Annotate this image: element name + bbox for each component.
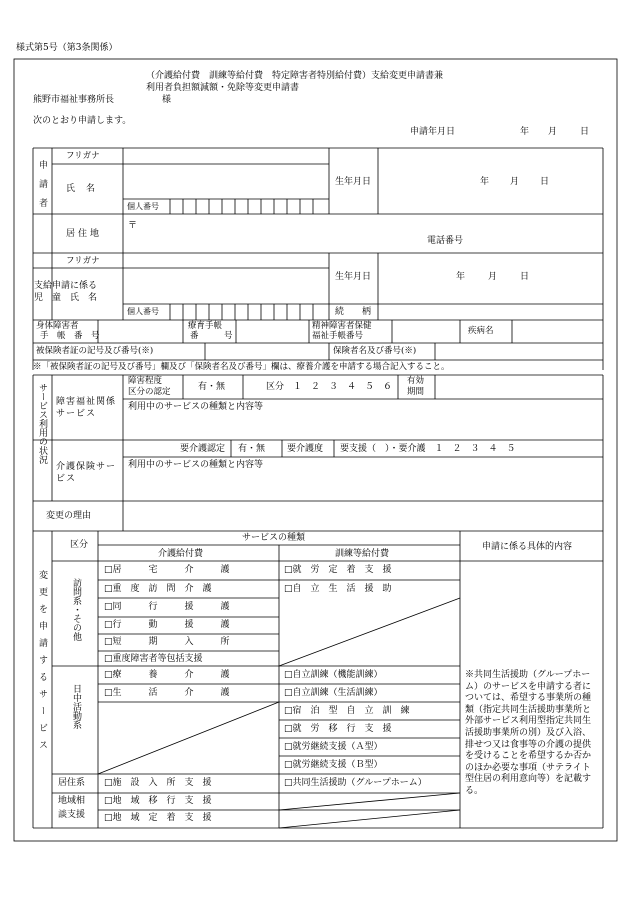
mental-handbook-label-1: 精神障害者保健 xyxy=(312,321,372,331)
nursing-item-medical-care[interactable]: □療 養 介 護 xyxy=(104,670,230,680)
community-category-label-1: 地域相 xyxy=(58,796,86,806)
child-name-label-2: 児 童 氏 名 xyxy=(34,293,98,303)
training-item-independent-living[interactable]: □自 立 生 活 援 助 xyxy=(284,584,392,594)
care-yes-no: 有・無 xyxy=(238,444,266,454)
insured-number-label: 被保険者証の記号及び番号(※) xyxy=(36,346,154,356)
insured-note: ※「被保険者証の記号及び番号」欄及び「保険者名及び番号」欄は、療養介護を申請する場合記入すること。 xyxy=(33,362,450,372)
valid-period-label-2: 期間 xyxy=(407,387,425,397)
support-category: 区分 １ ２ ３ ４ ５ ６ xyxy=(266,382,393,392)
child-relation-label: 続 柄 xyxy=(335,307,372,317)
care-degree-label: 要介護度 xyxy=(287,444,324,454)
community-category-label-2: 談支援 xyxy=(58,810,86,820)
form-number: 様式第5号（第3条関係） xyxy=(16,43,118,53)
category-header: 区分 xyxy=(70,540,89,550)
physical-handbook-label-2: 手 帳 番 号 xyxy=(40,331,100,341)
valid-period-label-1: 有効 xyxy=(407,376,425,386)
form-title-line2: 利用者負担額減額・免除等変更申請書 xyxy=(146,83,300,93)
mental-handbook-label-2: 福祉手帳番号 xyxy=(312,331,364,341)
apply-date-month: 月 xyxy=(548,127,558,137)
training-benefit-header: 訓練等給付費 xyxy=(335,549,390,559)
group-home-note: ※共同生活援助（グループホーム）のサービスを申請する者については、希望する事業所の種類（指定共同生活援助事業所と外部サービス利用型指定共同生活援助事業所の別）及び入浴、排せつ又は食事等の介護の提供を受けることを希望するか否かのほか必要な事項（サテライト型住居の利用意向等）を記載する。 xyxy=(465,670,592,796)
care-levels: 要支援（ ）・要介護 １ ２ ３ ４ ５ xyxy=(340,444,516,454)
addressee: 熊野市福祉事務所長 xyxy=(33,95,115,105)
change-reason-label: 変更の理由 xyxy=(46,511,92,521)
apply-date-label: 申請年月日 xyxy=(410,127,456,137)
nursing-item-behavior-support[interactable]: □行 動 援 護 xyxy=(104,620,230,630)
applicant-furigana-label: フリガナ xyxy=(66,151,100,161)
support-level-label-2: 区分の認定 xyxy=(128,387,171,397)
applicant-birth-month: 月 xyxy=(510,177,520,187)
form-title-line1: （介護給付費 訓練等給付費 特定障害者特別給付費）支給変更申請書兼 xyxy=(146,71,444,81)
child-furigana-label: フリガナ xyxy=(66,256,100,266)
change-section-label: 変更を申請するサービス xyxy=(37,570,47,757)
care-insurance-label: 介護保険サービス xyxy=(56,462,117,484)
training-item-continuous-b[interactable]: □就労継続支援（Ｂ型） xyxy=(284,760,383,770)
child-name-label-1: 支給申請に係る xyxy=(34,281,98,291)
applicant-birth-day: 日 xyxy=(540,177,550,187)
applicant-name-label: 氏 名 xyxy=(66,184,97,194)
nursing-item-home-care[interactable]: □居 宅 介 護 xyxy=(104,565,230,575)
training-item-functional-training[interactable]: □自立訓練（機能訓練） xyxy=(284,670,383,680)
insurer-name-label: 保険者名及び番号(※) xyxy=(333,346,417,356)
child-birth-label: 生年月日 xyxy=(335,272,372,282)
child-birth-day: 日 xyxy=(520,272,530,282)
nursing-item-severe-visit-care[interactable]: □重 度 訪 問 介 護 xyxy=(104,584,212,594)
applicant-birth-year: 年 xyxy=(480,177,490,187)
training-item-employment-retention[interactable]: □就 労 定 着 支 援 xyxy=(284,565,392,575)
details-header: 申請に係る具体的内容 xyxy=(482,542,573,552)
daytime-category-label: 日中活動系 xyxy=(71,684,81,729)
apply-date-day: 日 xyxy=(580,127,590,137)
rehab-handbook-label-2: 番 号 xyxy=(190,331,233,341)
nursing-benefit-header: 介護給付費 xyxy=(158,549,204,559)
training-item-continuous-a[interactable]: □就労継続支援（Ａ型） xyxy=(284,742,383,752)
support-level-label-1: 障害程度 xyxy=(128,376,163,386)
nursing-item-comprehensive-support[interactable]: □重度障害者等包括支援 xyxy=(104,654,203,664)
disease-label: 疾病名 xyxy=(468,326,494,336)
training-item-residential-training[interactable]: □宿 泊 型 自 立 訓 練 xyxy=(284,706,410,716)
applicant-address-label: 居住地 xyxy=(66,229,103,239)
support-level-yes-no: 有・無 xyxy=(198,382,226,392)
welfare-service-label: 障害福祉関係サービス xyxy=(56,397,117,419)
child-birth-year: 年 xyxy=(456,272,466,282)
visiting-category-label: 訪問系・その他 xyxy=(71,578,81,641)
nursing-item-short-stay[interactable]: □短 期 入 所 xyxy=(104,637,230,647)
training-item-life-training[interactable]: □自立訓練（生活訓練） xyxy=(284,688,383,698)
intro-text: 次のとおり申請します。 xyxy=(33,116,132,126)
applicant-section-label: 申請者 xyxy=(37,160,47,217)
applicant-postal-mark: 〒 xyxy=(128,221,138,231)
service-type-header: サービスの種類 xyxy=(242,533,306,543)
applicant-phone-label: 電話番号 xyxy=(427,236,464,246)
nursing-item-community-transition[interactable]: □地 域 移 行 支 援 xyxy=(104,796,212,806)
training-item-group-home[interactable]: □共同生活援助（グループホーム） xyxy=(284,778,427,788)
child-birth-month: 月 xyxy=(488,272,498,282)
service-status-section-label: サービス利用の状況 xyxy=(37,383,47,464)
applicant-my-number-label: 個人番号 xyxy=(127,202,159,211)
nursing-item-accompany[interactable]: □同 行 援 護 xyxy=(104,602,230,612)
training-item-employment-transition[interactable]: □就 労 移 行 支 援 xyxy=(284,724,392,734)
rehab-handbook-label-1: 療育手帳 xyxy=(188,321,223,331)
honorific: 様 xyxy=(162,95,172,105)
nursing-item-daily-life-care[interactable]: □生 活 介 護 xyxy=(104,688,230,698)
apply-date-year: 年 xyxy=(520,127,530,137)
nursing-item-facility-support[interactable]: □施 設 入 所 支 援 xyxy=(104,778,212,788)
applicant-birth-label: 生年月日 xyxy=(335,177,372,187)
care-services-in-use-label: 利用中のサービスの種類と内容等 xyxy=(128,460,264,470)
physical-handbook-label-1: 身体障害者 xyxy=(36,321,79,331)
welfare-services-in-use-label: 利用中のサービスの種類と内容等 xyxy=(128,402,264,412)
care-certification-label: 要介護認定 xyxy=(180,444,226,454)
residential-category-label: 居住系 xyxy=(58,778,86,788)
nursing-item-community-settlement[interactable]: □地 域 定 着 支 援 xyxy=(104,813,212,823)
child-my-number-label: 個人番号 xyxy=(127,307,159,316)
